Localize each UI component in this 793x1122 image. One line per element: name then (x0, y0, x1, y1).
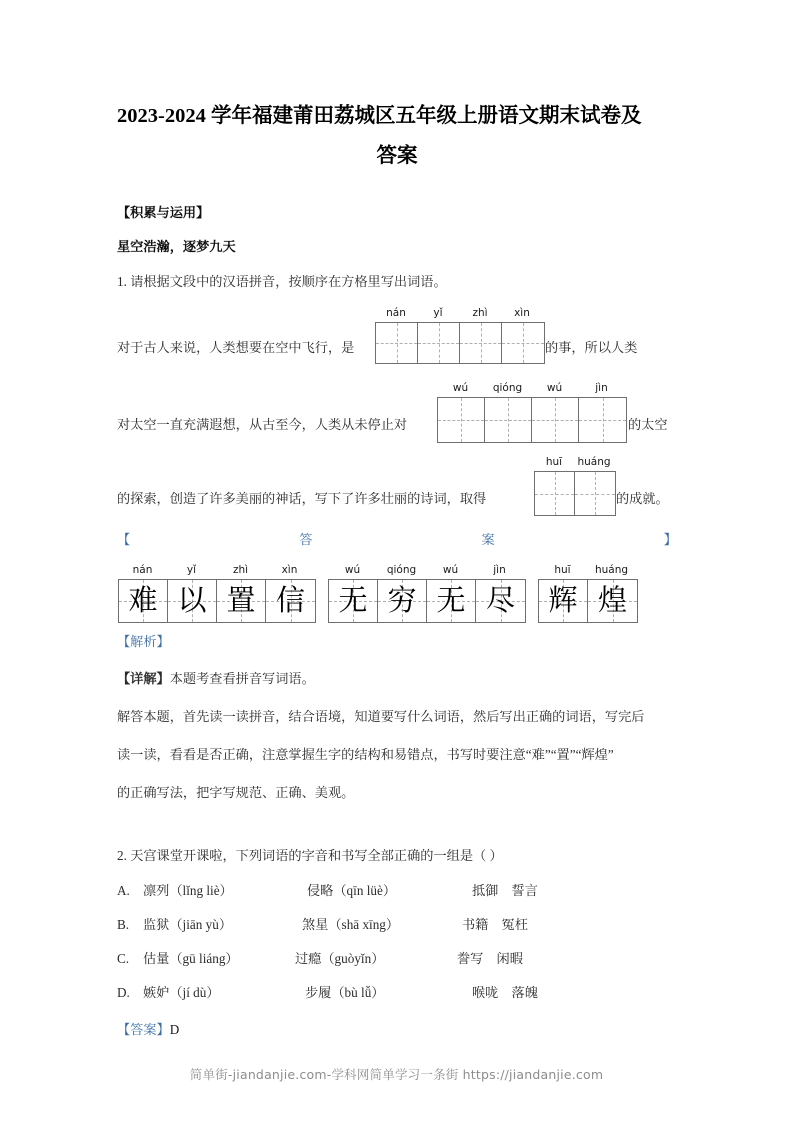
answer-grid-2-cells (328, 579, 526, 623)
grid-cell (438, 398, 485, 442)
page-title-line-1: 2023-2024 学年福建莆田荔城区五年级上册语文期末试卷及 (117, 105, 642, 127)
grid-cell (376, 323, 418, 363)
option-b-col-1: 监狱（jiān yù） (143, 917, 233, 932)
grid-cell (378, 580, 427, 622)
explain-line-3: 的正确写法，把字写规范、正确、美观。 (117, 785, 355, 800)
option-c-col-1: 估量（gū liáng） (143, 951, 239, 966)
q1-grid-1 (375, 305, 545, 364)
pinyin-cell: wú (442, 564, 459, 576)
option-b-label: B. (117, 917, 130, 932)
pinyin-cell: nán (386, 307, 406, 319)
option-c-col-2: 过瘾（guòyǐn） (295, 951, 385, 966)
pinyin-cell: yǐ (433, 307, 443, 319)
document-content (117, 96, 677, 1050)
option-d-col-1: 嫉妒（jí dù） (143, 985, 220, 1000)
page-footer: 简单街-jiandanjie.com-学科网简单学习一条街 https://jiandanjie.com (189, 1067, 604, 1082)
pinyin-cell: jìn (493, 564, 506, 576)
answer-grid-3 (538, 562, 638, 623)
answer-char: 无 (338, 584, 368, 617)
grid-cell (532, 398, 579, 442)
grid-cell (502, 323, 544, 363)
pinyin-cell: xìn (281, 564, 298, 576)
q1-grid-2 (437, 380, 627, 443)
answer-bracket-right: 】 (663, 532, 677, 547)
option-a[interactable] (117, 874, 677, 908)
pinyin-cell: wú (452, 382, 469, 394)
answer-char: 无 (436, 584, 466, 617)
grid-cell (217, 580, 266, 622)
grid-cell (329, 580, 378, 622)
q1-grid-3-pinyin-row (534, 454, 616, 471)
answer-bracket-left: 【 (117, 532, 131, 547)
pinyin-cell: qióng (386, 564, 417, 576)
pinyin-cell: zhì (232, 564, 249, 576)
q1-grid-3 (534, 454, 616, 516)
q1-line-2-before: 对太空一直充满遐想，从古至今，人类从未停止对 (117, 417, 408, 432)
grid-cell (535, 472, 575, 515)
grid-cell (427, 580, 476, 622)
detail-text: 本题考查看拼音写词语。 (169, 671, 315, 686)
option-a-col-1: 凛列（lǐng liè） (143, 883, 233, 898)
grid-cell (168, 580, 217, 622)
option-b-col-2: 煞星（shā xīng） (302, 917, 400, 932)
option-d[interactable] (117, 976, 677, 1010)
option-d-col-3: 喉咙 落魄 (472, 985, 538, 1000)
page-title (117, 96, 677, 176)
option-c-col-3: 誊写 闲暇 (457, 951, 523, 966)
spacer (117, 182, 677, 196)
answer-grid-3-cells (538, 579, 638, 623)
grid-cell (485, 398, 532, 442)
answer-grid-2 (328, 562, 526, 623)
q1-line-1-after: 的事，所以人类 (545, 340, 638, 355)
q1-grid-1-cells (375, 322, 545, 364)
pinyin-cell: yǐ (186, 564, 197, 576)
answer-char-2: 案 (481, 532, 495, 547)
q1-grid-2-pinyin-row (437, 380, 627, 397)
option-c[interactable] (117, 942, 677, 976)
grid-cell (579, 398, 626, 442)
option-c-label: C. (117, 951, 130, 966)
detail-paragraph (117, 660, 677, 698)
pinyin-cell: huáng (577, 456, 611, 468)
q1-answer-grids (117, 562, 677, 624)
question-1-stem: 1. 请根据文段中的汉语拼音，按顺序在方格里写出词语。 (117, 274, 447, 289)
grid-cell (460, 323, 502, 363)
pinyin-cell: nán (132, 564, 153, 576)
answer-char: 信 (275, 584, 305, 617)
grid-cell (575, 472, 615, 515)
explain-line-1: 解答本题，首先读一读拼音，结合语境，知道要写什么词语，然后写出正确的词语，写完后 (117, 709, 645, 724)
answer-grid-1-cells (118, 579, 316, 623)
answer-char: 难 (128, 584, 158, 617)
detail-label: 【详解】 (117, 671, 170, 686)
answer-char: 穷 (387, 584, 417, 617)
explain-line-2: 读一读，看看是否正确，注意掌握生字的结构和易错点，书写时要注意“难”“置”“辉煌” (117, 747, 614, 762)
q1-grid-1-pinyin-row (375, 305, 545, 322)
q1-line-2-after: 的太空 (628, 417, 668, 432)
answer-grid-1 (118, 562, 316, 623)
answer-label: 【答案】 (117, 1022, 170, 1037)
pinyin-cell: jìn (595, 382, 608, 394)
option-b-col-3: 书籍 冤枉 (462, 917, 528, 932)
grid-cell (418, 323, 460, 363)
spacer (117, 812, 677, 838)
answer-char: 以 (177, 584, 207, 617)
option-a-label: A. (117, 883, 130, 898)
pinyin-cell: xìn (514, 307, 530, 319)
pinyin-cell: wú (344, 564, 361, 576)
q1-fill-line-2 (117, 372, 677, 450)
q1-fill-line-1 (117, 300, 677, 372)
pinyin-cell: qióng (492, 382, 523, 394)
answer-char: 煌 (597, 584, 627, 617)
answer-char-1: 答 (299, 532, 313, 547)
answer-header (117, 522, 677, 558)
analysis-label: 【解析】 (117, 634, 170, 649)
q1-grid-3-cells (534, 471, 616, 516)
grid-cell (266, 580, 315, 622)
q1-line-1-before: 对于古人来说，人类想要在空中飞行，是 (117, 340, 355, 355)
answer-char: 尽 (485, 584, 515, 617)
q1-line-3-before: 的探索，创造了许多美丽的神话，写下了许多壮丽的诗词，取得 (117, 491, 487, 506)
answer-char: 置 (226, 584, 256, 617)
answer-grid-1-pinyin (118, 562, 316, 579)
option-d-col-2: 步履（bù lǚ） (305, 985, 385, 1000)
option-a-col-2: 侵略（qīn lüè） (307, 883, 397, 898)
q1-fill-line-3 (117, 450, 677, 522)
option-b[interactable] (117, 908, 677, 942)
q1-grid-2-cells (437, 397, 627, 443)
grid-cell (476, 580, 525, 622)
pinyin-cell: zhì (472, 307, 488, 319)
question-2-stem: 2. 天宫课堂开课啦，下列词语的字音和书写全部正确的一组是（ ） (117, 848, 503, 863)
section-theme: 星空浩瀚，逐梦九天 (117, 239, 236, 254)
answer-value: D (169, 1022, 180, 1037)
q1-line-3-after: 的成就。 (616, 491, 669, 506)
pinyin-cell: wú (546, 382, 563, 394)
option-d-label: D. (117, 985, 130, 1000)
grid-cell (119, 580, 168, 622)
option-a-col-3: 抵御 誓言 (472, 883, 538, 898)
page-title-line-2: 答案 (376, 145, 418, 167)
answer-char: 辉 (548, 584, 578, 617)
grid-cell (539, 580, 588, 622)
pinyin-cell: huáng (594, 564, 629, 576)
grid-cell (588, 580, 637, 622)
answer-grid-2-pinyin (328, 562, 526, 579)
pinyin-cell: huī (554, 564, 571, 576)
answer-grid-3-pinyin (538, 562, 638, 579)
section-category: 【积累与运用】 (117, 205, 210, 220)
pinyin-cell: huī (545, 456, 563, 468)
question-2-answer (117, 1010, 677, 1050)
